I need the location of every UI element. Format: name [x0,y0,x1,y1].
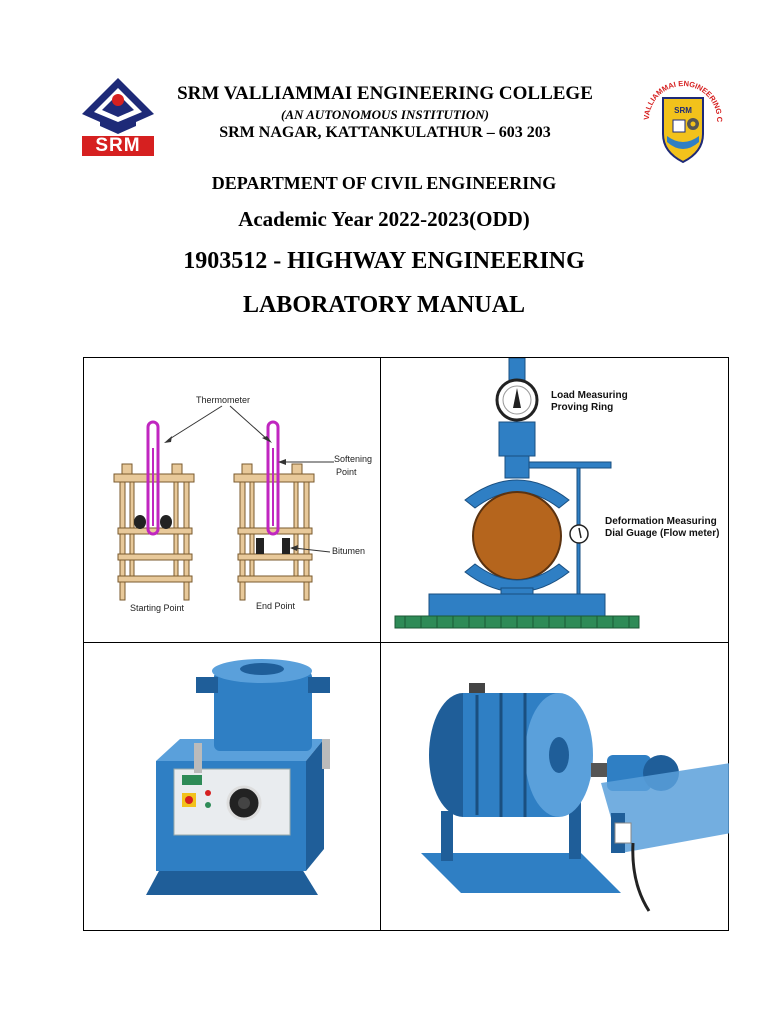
label-point: Point [336,467,357,477]
institution-type: (AN AUTONOMOUS INSTITUTION) [280,107,489,122]
shield-text: SRM [674,106,692,115]
valliammai-ring-text: VALLIAMMAI ENGINEERING C [641,78,725,123]
marshall-test-figure [381,358,729,642]
label-proving-ring: Proving Ring [551,402,614,413]
centrifuge-extractor-photo [84,643,380,931]
label-dial-gauge: Dial Guage (Flow meter) [605,528,720,539]
department-name: DEPARTMENT OF CIVIL ENGINEERING [211,173,557,193]
label-load-measuring: Load Measuring [551,390,628,401]
valliammai-logo [637,68,729,168]
srm-logo-text: SRM [95,135,141,156]
college-address: SRM NAGAR, KATTANKULATHUR – 603 203 [219,124,551,141]
apparatus-starting-point [114,422,194,600]
label-bitumen: Bitumen [332,546,366,556]
course-title: 1903512 - HIGHWAY ENGINEERING [183,248,585,274]
softening-point-figure [84,358,380,642]
label-end-point: End Point [256,601,296,611]
label-thermometer: Thermometer [196,395,251,405]
label-deformation-measuring: Deformation Measuring [605,516,717,527]
label-softening: Softening [334,454,373,464]
figure-grid [83,357,729,931]
abrasion-machine-photo [381,643,729,931]
document-type: LABORATORY MANUAL [242,292,526,318]
srm-logo-left [80,76,156,158]
college-name: SRM VALLIAMMAI ENGINEERING COLLEGE [177,83,593,104]
label-starting-point: Starting Point [130,603,185,613]
apparatus-end-point [234,422,314,600]
academic-year: Academic Year 2022-2023(ODD) [238,207,530,231]
